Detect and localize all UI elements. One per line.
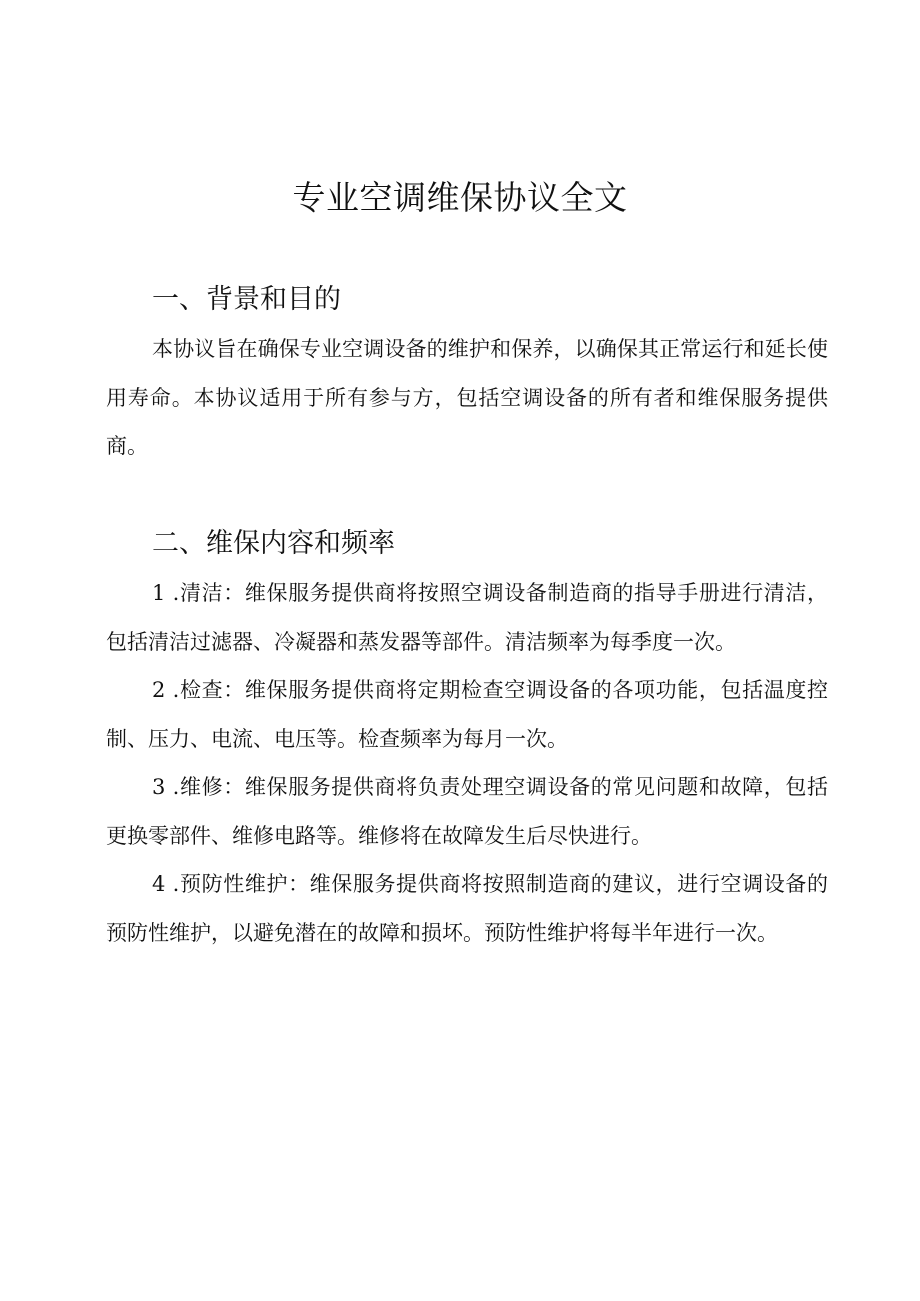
- paragraph-inspection: 2 .检查：维保服务提供商将定期检查空调设备的各项功能，包括温度控制、压力、电流、电压等。检查频率为每月一次。: [106, 678, 828, 751]
- section-heading-maintenance: 二、维保内容和频率: [152, 528, 395, 559]
- section-heading-background: 一、背景和目的: [152, 284, 341, 315]
- paragraph-cleaning: 1 .清洁：维保服务提供商将按照空调设备制造商的指导手册进行清洁，包括清洁过滤器、冷凝器和蒸发器等部件。清洁频率为每季度一次。: [106, 581, 828, 654]
- document-title: 专业空调维保协议全文: [292, 178, 628, 217]
- paragraph-preventive-maintenance: 4 .预防性维护：维保服务提供商将按照制造商的建议，进行空调设备的预防性维护，以避免潜在的故障和损坏。预防性维护将每半年进行一次。: [106, 872, 828, 945]
- paragraph-background-purpose: 本协议旨在确保专业空调设备的维护和保养，以确保其正常运行和延长使用寿命。本协议适用于所有参与方，包括空调设备的所有者和维保服务提供商。: [106, 337, 828, 458]
- paragraph-repair: 3 .维修：维保服务提供商将负责处理空调设备的常见问题和故障，包括更换零部件、维修电路等。维修将在故障发生后尽快进行。: [106, 775, 828, 848]
